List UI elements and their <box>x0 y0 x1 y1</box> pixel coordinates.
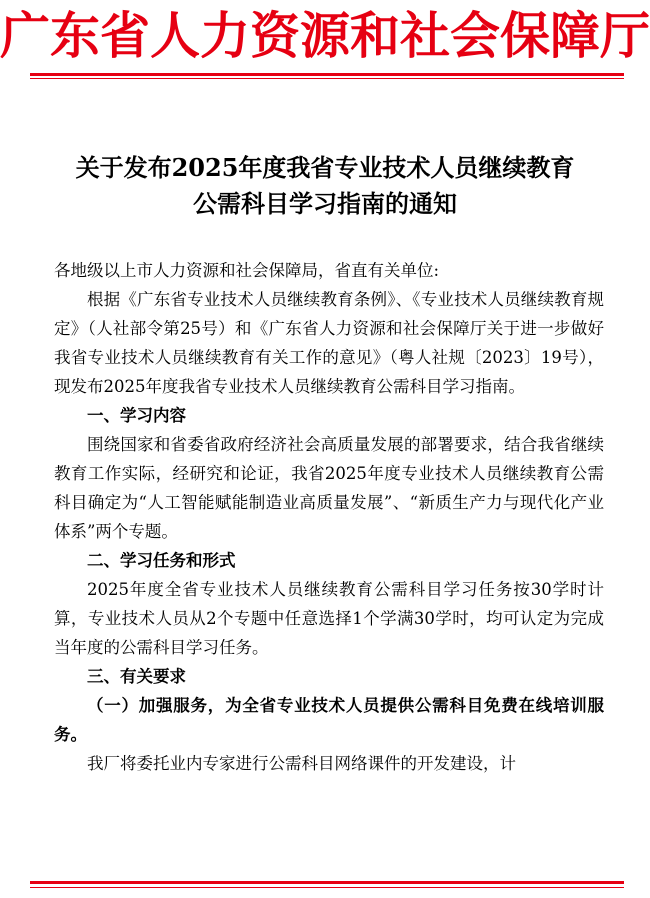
letterhead-title: 广东省人力资源和社会保障厅 <box>0 7 650 65</box>
intro-paragraph: 根据《广东省专业技术人员继续教育条例》、《专业技术人员继续教育规定》（人社部令第25号）和《广东省人力资源和社会保障厅关于进一步做好我省专业技术人员继续教育有关工作的意见》（粤人社规〔2023〕19号），现发布2025年度我省专业技术人员继续教育公需科目学习指南。 <box>54 290 604 396</box>
footer-rule-thin <box>30 887 624 888</box>
salutation: 各地级以上市人力资源和社会保障局，省直有关单位: <box>54 261 440 280</box>
document-title <box>0 150 650 222</box>
section-heading-1: 一、学习内容 <box>87 406 186 425</box>
letterhead-rule <box>30 73 624 76</box>
footer-rule <box>30 881 624 884</box>
title-line-1: 关于发布2025年度我省专业技术人员继续教育 <box>75 153 575 182</box>
section-heading-3: 三、有关要求 <box>87 667 186 686</box>
section-paragraph-2: 2025年度全省专业技术人员继续教育公需科目学习任务按30学时计算，专业技术人员从2个专题中任意选择1个学满30学时，均可认定为完成当年度的公需科目学习任务。 <box>54 580 604 657</box>
section-heading-2: 二、学习任务和形式 <box>87 551 236 570</box>
subsection-heading-1: （一）加强服务，为全省专业技术人员提供公需科目免费在线培训服务。 <box>54 696 604 744</box>
section-paragraph-3: 我厂将委托业内专家进行公需科目网络课件的开发建设，计 <box>87 754 516 773</box>
section-paragraph-1: 围绕国家和省委省政府经济社会高质量发展的部署要求，结合我省继续教育工作实际，经研究和论证，我省2025年度专业技术人员继续教育公需科目确定为“人工智能赋能制造业高质量发展”、“新质生产力与现代化产业体系”两个专题。 <box>54 435 604 541</box>
letterhead-rule-thin <box>30 78 624 79</box>
title-line-2: 公需科目学习指南的通知 <box>193 189 457 218</box>
document-body <box>54 256 604 778</box>
